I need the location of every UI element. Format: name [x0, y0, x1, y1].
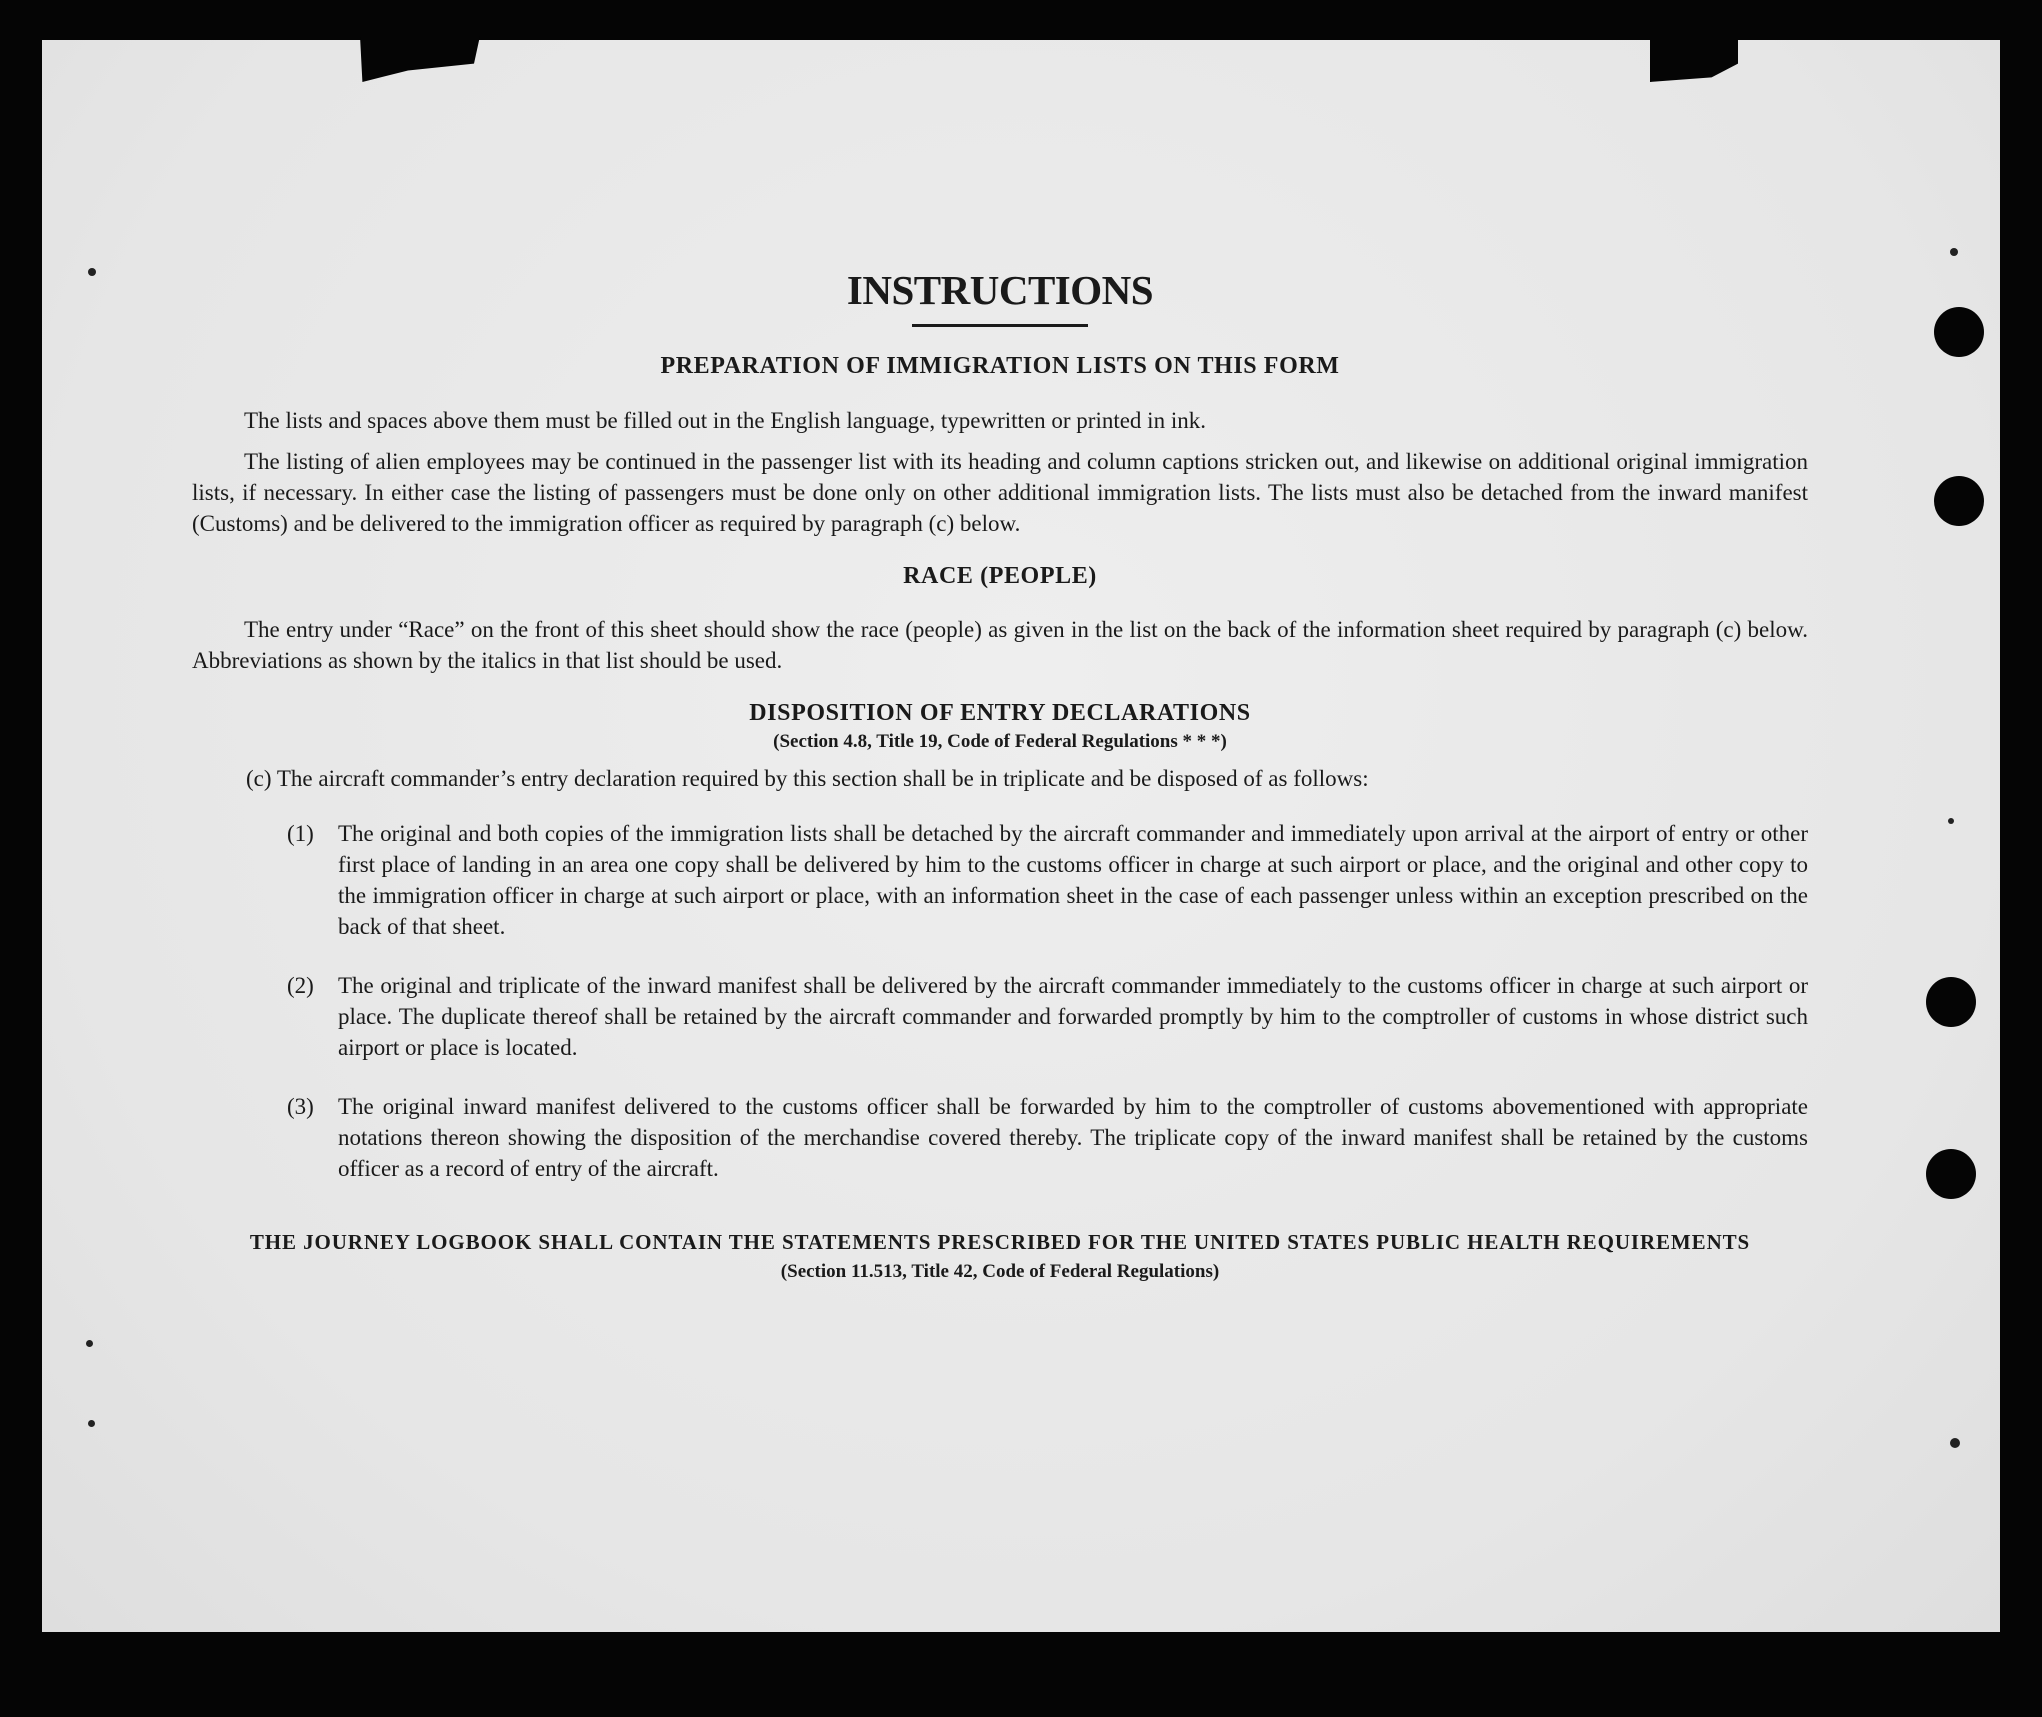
list-item-number: (3) [287, 1094, 314, 1119]
disposition-citation: (Section 4.8, Title 19, Code of Federal Regulations * * *) [773, 731, 1227, 752]
list-item [287, 970, 1808, 1063]
instructions-content [192, 262, 1808, 1283]
clause-c-text: The aircraft commander’s entry declaration required by this section shall be in triplicate and be disposed of as follows: [276, 766, 1369, 791]
speck [86, 1340, 93, 1347]
preparation-paragraph-2: The listing of alien employees may be continued in the passenger list with its heading and column captions stricken out, and likewise on additional original immigration lists, if necessary. In either case the listing of passengers must be done only on other additional immigration lists. The lists must also be detached from the inward manifest (Customs) and be delivered to the immigration officer as required by paragraph (c) below. [192, 449, 1808, 536]
speck [88, 1420, 95, 1427]
list-item [287, 818, 1808, 942]
torn-edge-left [360, 36, 480, 82]
public-health-statement: THE JOURNEY LOGBOOK SHALL CONTAIN THE STATEMENTS PRESCRIBED FOR THE UNITED STATES PUBLIC HEALTH REQUIREMENTS [249, 1230, 1751, 1254]
speck [1950, 1438, 1960, 1448]
speck [1950, 248, 1958, 256]
list-item-text: The original and triplicate of the inward manifest shall be delivered by the aircraft commander immediately to the customs officer in charge at such airport or place. The duplicate thereof shall be retained by the aircraft commander and forwarded promptly by him to the comptroller of customs in whose district such airport or place is located. [338, 973, 1808, 1060]
punch-hole [1926, 977, 1976, 1027]
punch-hole [1926, 1149, 1976, 1199]
list-item [287, 1091, 1808, 1184]
list-item-text: The original and both copies of the immigration lists shall be detached by the aircraft commander and immediately upon arrival at the airport of entry or other first place of landing in an area one copy shall be delivered by him to the customs officer in charge at such airport or place, and the original and other copy to the immigration officer in charge at such airport or place, with an information sheet in the case of each passenger unless within an exception prescribed on the back of that sheet. [338, 821, 1808, 939]
clause-c [246, 763, 1808, 794]
preparation-heading: PREPARATION OF IMMIGRATION LISTS ON THIS FORM [660, 353, 1340, 379]
punch-hole [1934, 476, 1984, 526]
public-health-citation: (Section 11.513, Title 42, Code of Federal Regulations) [780, 1261, 1220, 1282]
race-paragraph: The entry under “Race” on the front of this sheet should show the race (people) as given in the list on the back of the information sheet required by paragraph (c) below. Abbreviations as shown by the italics in that list should be used. [192, 617, 1808, 673]
title-underline [912, 324, 1088, 327]
preparation-paragraph-1: The lists and spaces above them must be filled out in the English language, typewritten or printed in ink. [244, 408, 1206, 433]
clause-c-label: (c) [246, 766, 272, 791]
speck [1948, 818, 1954, 824]
list-item-text: The original inward manifest delivered to the customs officer shall be forwarded by him to the comptroller of customs abovementioned with appropriate notations thereon showing the disposition of the merchandise covered thereby. The triplicate copy of the inward manifest shall be retained by the customs officer as a record of entry of the aircraft. [338, 1094, 1808, 1181]
punch-hole [1934, 307, 1984, 357]
speck [88, 268, 96, 276]
torn-edge-right [1650, 36, 1738, 82]
race-heading: RACE (PEOPLE) [903, 563, 1097, 589]
disposition-heading: DISPOSITION OF ENTRY DECLARATIONS [749, 700, 1251, 726]
list-item-number: (2) [287, 973, 314, 998]
page-title: INSTRUCTIONS [846, 267, 1154, 313]
list-item-number: (1) [287, 821, 314, 846]
